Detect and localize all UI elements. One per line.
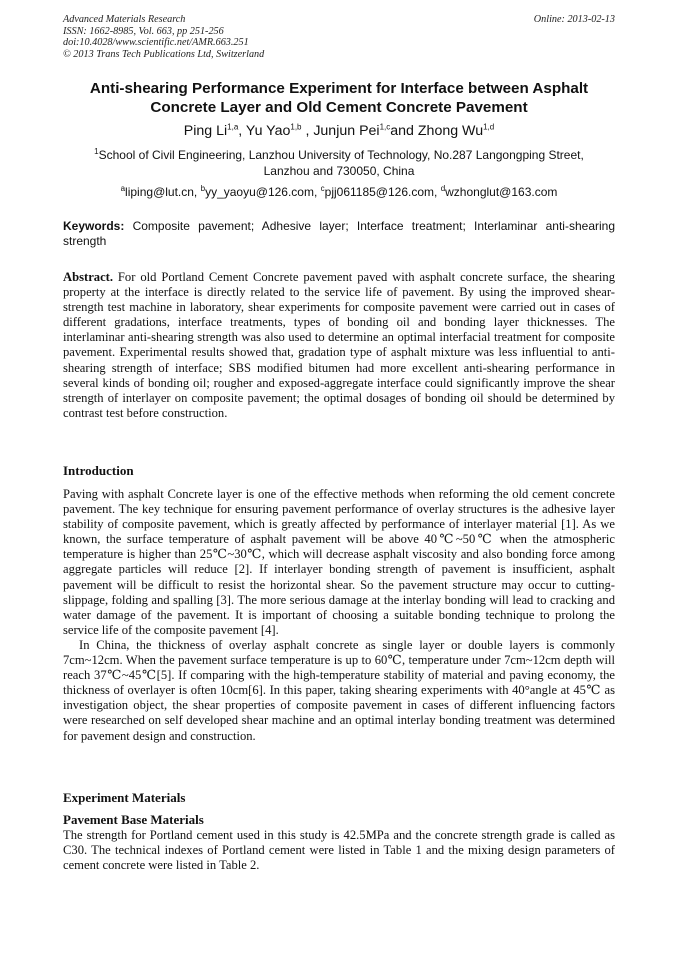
email-address[interactable]: liping@lut.cn, [125, 185, 201, 199]
author-list [63, 121, 615, 141]
author-name: Junjun Pei [313, 123, 380, 139]
publication-header [63, 14, 615, 60]
author-separator: , [301, 123, 314, 139]
abstract-text: For old Portland Cement Concrete pavement paved with asphalt concrete surface, the shearing property at the interface is directly related to the service life of pavement. By using the improved shear-strength test machine in laboratory, shear experiments for composite pavement were carried out in cases of different gradations, interface treatments, types of bonding oil and bonding layer thicknesses. The interlaminar anti-shearing strength was also used to determine an optimal interfacial treatment for composite pavement. Experimental results showed that, gradation type of asphalt mixture was less influential to anti-shearing strength of interface; SBS modified bitumen had more excellent anti-shearing performance in several kinds of bonding oil; rougher and exposed-aggregate interface could significantly improve the shear strength of interlayer on composite pavement; the optimal dosages of bonding oil should be determined by contrast test before construction. [63, 270, 615, 420]
email-sup: d [440, 184, 446, 193]
keywords-text: Composite pavement; Adhesive layer; Interface treatment; Interlaminar anti-shearing strength [63, 219, 615, 248]
introduction-paragraph-2: In China, the thickness of overlay asphalt concrete as single layer or double layers is commonly 7cm~12cm. When the pavement surface temperature is up to 60℃, temperature under 7cm~12cm depth will reach 37℃~45℃[5]. If comparing with the high-temperature stability of material and paving economy, the thickness of overlayer is often 10cm[6]. In this paper, taking shearing experiments with 40°angle at 45℃ as investigation object, the shear properties of composite pavement in cases of different influencing factors were researched on self developed shear machine and an optimal interlay bonding treatment was determined for pavement design and construction. [63, 637, 615, 743]
pavement-base-materials-heading: Pavement Base Materials [63, 812, 204, 827]
introduction-paragraph-1: Paving with asphalt Concrete layer is one of the effective methods when reforming the old cement concrete pavement. The key technique for ensuring pavement performance of overlay structures is the adhesive layer stability of composite pavement, which is greatly affected by performance of interlayer material [1]. As we known, the surface temperature of asphalt pavement will be above 40℃~50℃ when the atmospheric temperature is higher than 25℃~30℃, which will decrease asphalt viscosity and also bonding force among aggregate particles will reduce [2]. If interlayer bonding strength of pavement is insufficient, asphalt pavement will be difficult to resist the horizontal shear. So the pavement structure may occur to cutting-slippage, folding and spalling [3]. The more serious damage at the interlay bonding will lead to cracking and water damage of the pavement. It is important of choosing a suitable bonding technique to prolong the service life of the composite pavement [4]. [63, 487, 615, 637]
author-name: Yu Yao [245, 123, 291, 139]
abstract [63, 270, 615, 421]
affiliation [63, 147, 615, 179]
title-line-1: Anti-shearing Performance Experiment for Interface between Asphalt [89, 80, 589, 97]
introduction-section [63, 487, 615, 744]
author-separator: and [390, 123, 418, 139]
title-line-2: Concrete Layer and Old Cement Concrete Pavement [150, 98, 528, 116]
author-affil-sup: 1,c [379, 122, 391, 132]
pavement-base-materials-section [63, 828, 615, 873]
paper-title [63, 80, 615, 117]
author-affil-sup: 1,b [290, 122, 302, 132]
copyright: © 2013 Trans Tech Publications Ltd, Switzerland [63, 48, 265, 60]
keywords [63, 219, 615, 248]
issn-volume: ISSN: 1662-8985, Vol. 663, pp 251-256 [63, 25, 224, 37]
affiliation-line-1: School of Civil Engineering, Lanzhou University of Technology, No.287 Langongping Street, [98, 148, 584, 162]
abstract-paragraph [63, 270, 615, 421]
author-separator: , [238, 123, 246, 139]
email-address[interactable]: yy_yaoyu@126.com, [205, 185, 321, 199]
abstract-label: Abstract. [63, 270, 114, 284]
affiliation-line-2: Lanzhou and 730050, China [263, 164, 415, 178]
introduction-heading: Introduction [63, 463, 134, 478]
author-name: Ping Li [183, 123, 228, 139]
doi: doi:10.4028/www.scientific.net/AMR.663.251 [63, 37, 249, 49]
email-sup: b [200, 184, 206, 193]
author-emails [63, 184, 615, 200]
keywords-label: Keywords: [63, 219, 125, 233]
pavement-base-materials-paragraph: The strength for Portland cement used in this study is 42.5MPa and the concrete strength grade is called as C30. The technical indexes of Portland cement were listed in Table 1 and the mixing design parameters of cement concrete were listed in Table 2. [63, 828, 615, 873]
email-address[interactable]: pjj061185@126.com, [324, 185, 441, 199]
journal-name: Advanced Materials Research [63, 14, 186, 25]
author-affil-sup: 1,d [483, 122, 495, 132]
affiliation-sup: 1 [94, 147, 99, 156]
author-name: Zhong Wu [417, 123, 484, 139]
email-sup: c [320, 184, 325, 193]
author-affil-sup: 1,a [227, 122, 239, 132]
online-date: Online: 2013-02-13 [533, 14, 615, 25]
email-address[interactable]: wzhonglut@163.com [445, 185, 558, 199]
email-sup: a [120, 184, 126, 193]
experiment-materials-heading: Experiment Materials [63, 790, 186, 805]
